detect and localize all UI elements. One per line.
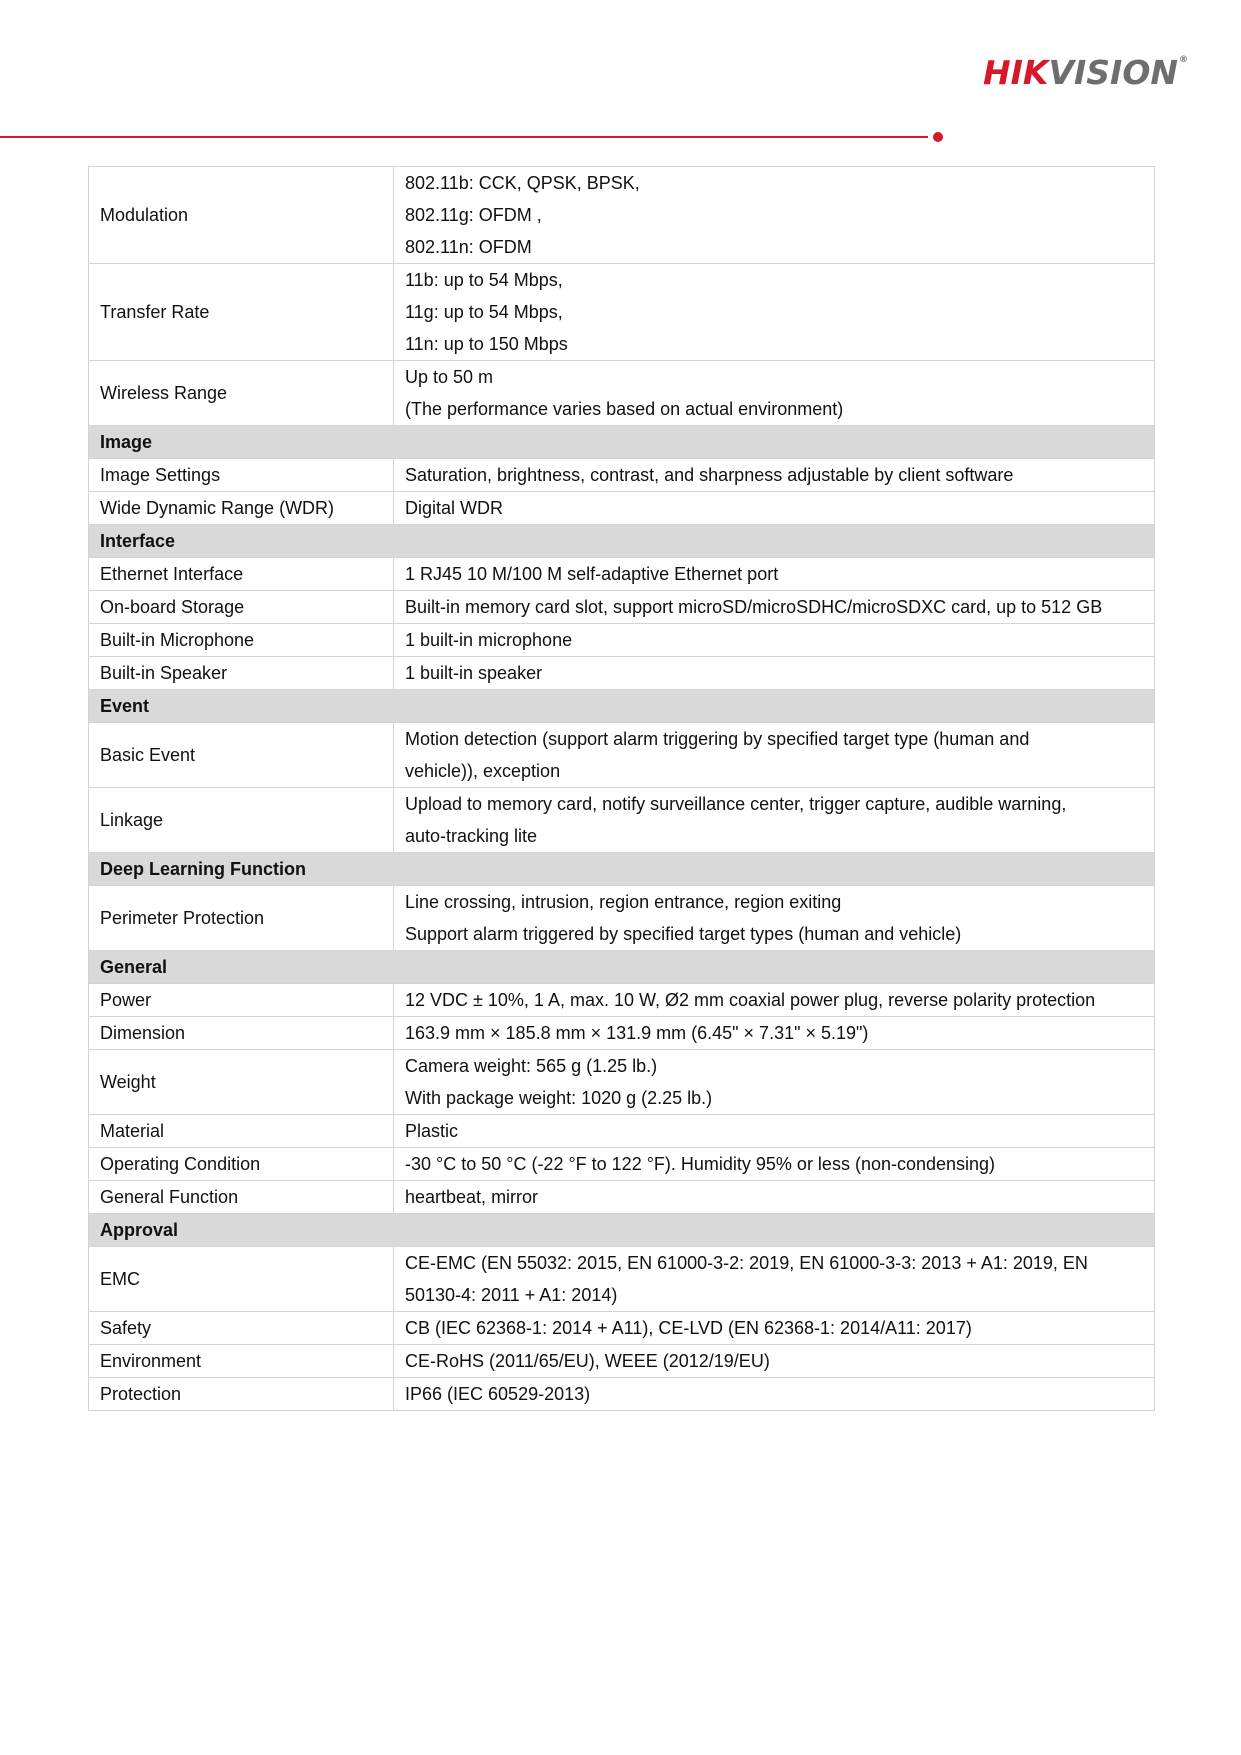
spec-label: EMC [89, 1247, 394, 1312]
spec-value [394, 459, 1155, 492]
spec-row [89, 1312, 1155, 1345]
spec-value-line: Digital WDR [405, 498, 504, 518]
spec-row [89, 591, 1155, 624]
section-header-row [89, 690, 1155, 723]
section-title: Interface [89, 525, 1155, 558]
section-header-row [89, 853, 1155, 886]
spec-label: Ethernet Interface [89, 558, 394, 591]
spec-value [394, 1378, 1155, 1411]
spec-value-line: Up to 50 m [405, 367, 494, 387]
header-rule-dot [933, 132, 943, 142]
spec-row [89, 1345, 1155, 1378]
spec-value [394, 1050, 1155, 1115]
spec-label: Modulation [89, 167, 394, 264]
section-header-row [89, 1214, 1155, 1247]
header-rule [0, 136, 928, 138]
spec-value-line: Camera weight: 565 g (1.25 lb.) [405, 1056, 658, 1076]
section-title: General [89, 951, 1155, 984]
spec-value-line: CB (IEC 62368-1: 2014 + A11), CE-LVD (EN 62368-1: 2014/A11: 2017) [405, 1318, 972, 1338]
spec-row [89, 723, 1155, 788]
spec-value-line: 1 built-in speaker [405, 663, 543, 683]
section-header-row [89, 525, 1155, 558]
spec-value-line: (The performance varies based on actual environment) [405, 399, 844, 419]
spec-value-line: vehicle)), exception [405, 761, 561, 781]
spec-value-line: CE-EMC (EN 55032: 2015, EN 61000-3-2: 2019, EN 61000-3-3: 2013 + A1: 2019, EN [405, 1253, 1088, 1273]
spec-value-line: Plastic [405, 1121, 459, 1141]
spec-label: Image Settings [89, 459, 394, 492]
spec-value-line: Motion detection (support alarm triggering by specified target type (human and [405, 729, 1030, 749]
spec-value [394, 624, 1155, 657]
spec-value-line: 163.9 mm × 185.8 mm × 131.9 mm (6.45" × 7.31" × 5.19") [405, 1023, 869, 1043]
spec-row [89, 1378, 1155, 1411]
spec-table-body [89, 167, 1155, 1411]
spec-value-line: IP66 (IEC 60529-2013) [405, 1384, 591, 1404]
spec-value-line: Upload to memory card, notify surveillance center, trigger capture, audible warning, [405, 794, 1067, 814]
spec-value [394, 1312, 1155, 1345]
spec-value-line: Saturation, brightness, contrast, and sharpness adjustable by client software [405, 465, 1014, 485]
spec-value [394, 361, 1155, 426]
spec-label: On-board Storage [89, 591, 394, 624]
spec-label: Transfer Rate [89, 264, 394, 361]
spec-value-line: 11n: up to 150 Mbps [405, 334, 568, 354]
section-title: Deep Learning Function [89, 853, 1155, 886]
spec-value [394, 558, 1155, 591]
spec-value [394, 984, 1155, 1017]
section-header-row [89, 951, 1155, 984]
section-header-row [89, 426, 1155, 459]
spec-value [394, 1345, 1155, 1378]
spec-row [89, 788, 1155, 853]
spec-value [394, 886, 1155, 951]
spec-value-line: heartbeat, mirror [405, 1187, 539, 1207]
spec-label: Built-in Microphone [89, 624, 394, 657]
spec-row [89, 984, 1155, 1017]
spec-value [394, 657, 1155, 690]
spec-row [89, 1115, 1155, 1148]
spec-value [394, 788, 1155, 853]
logo-part-vision: VISION [1048, 53, 1179, 92]
spec-value [394, 591, 1155, 624]
spec-value-line: -30 °C to 50 °C (-22 °F to 122 °F). Humidity 95% or less (non-condensing) [405, 1154, 996, 1174]
spec-value-line: 802.11g: OFDM , [405, 205, 542, 225]
spec-row [89, 1181, 1155, 1214]
spec-row [89, 361, 1155, 426]
spec-row [89, 1050, 1155, 1115]
spec-label: Weight [89, 1050, 394, 1115]
spec-value-line: CE-RoHS (2011/65/EU), WEEE (2012/19/EU) [405, 1351, 770, 1371]
spec-label: Environment [89, 1345, 394, 1378]
spec-label: Safety [89, 1312, 394, 1345]
registered-mark: ® [1179, 55, 1189, 65]
spec-value-line: 11g: up to 54 Mbps, [405, 302, 563, 322]
spec-value [394, 492, 1155, 525]
spec-value [394, 1247, 1155, 1312]
spec-label: General Function [89, 1181, 394, 1214]
spec-value [394, 1181, 1155, 1214]
spec-value-line: With package weight: 1020 g (2.25 lb.) [405, 1088, 713, 1108]
spec-value-line: Built-in memory card slot, support microSD/microSDHC/microSDXC card, up to 512 GB [405, 597, 1103, 617]
spec-row [89, 264, 1155, 361]
spec-label: Perimeter Protection [89, 886, 394, 951]
spec-value-line: 12 VDC ± 10%, 1 A, max. 10 W, Ø2 mm coaxial power plug, reverse polarity protection [405, 990, 1096, 1010]
spec-value [394, 1148, 1155, 1181]
spec-row [89, 886, 1155, 951]
spec-value [394, 723, 1155, 788]
spec-row [89, 624, 1155, 657]
spec-value-line: Support alarm triggered by specified target types (human and vehicle) [405, 924, 962, 944]
spec-value-line: 802.11n: OFDM [405, 237, 532, 257]
spec-label: Linkage [89, 788, 394, 853]
spec-value [394, 167, 1155, 264]
spec-value-line: 50130-4: 2011 + A1: 2014) [405, 1285, 618, 1305]
spec-table [88, 166, 1155, 1411]
spec-row [89, 492, 1155, 525]
spec-label: Dimension [89, 1017, 394, 1050]
logo-part-hik: HIK [983, 53, 1049, 92]
spec-label: Operating Condition [89, 1148, 394, 1181]
spec-value-line: 11b: up to 54 Mbps, [405, 270, 563, 290]
spec-value-line: auto-tracking lite [405, 826, 538, 846]
spec-row [89, 558, 1155, 591]
spec-row [89, 1017, 1155, 1050]
spec-value-line: 802.11b: CCK, QPSK, BPSK, [405, 173, 640, 193]
spec-row [89, 459, 1155, 492]
spec-value-line: 1 RJ45 10 M/100 M self-adaptive Ethernet port [405, 564, 779, 584]
spec-value [394, 264, 1155, 361]
spec-label: Basic Event [89, 723, 394, 788]
spec-label: Built-in Speaker [89, 657, 394, 690]
spec-label: Material [89, 1115, 394, 1148]
spec-value-line: Line crossing, intrusion, region entrance, region exiting [405, 892, 842, 912]
spec-label: Wide Dynamic Range (WDR) [89, 492, 394, 525]
hikvision-logo [983, 53, 1189, 92]
spec-label: Wireless Range [89, 361, 394, 426]
spec-label: Power [89, 984, 394, 1017]
spec-label: Protection [89, 1378, 394, 1411]
section-title: Event [89, 690, 1155, 723]
spec-value-line: 1 built-in microphone [405, 630, 573, 650]
spec-value [394, 1115, 1155, 1148]
spec-value [394, 1017, 1155, 1050]
spec-row [89, 1148, 1155, 1181]
section-title: Approval [89, 1214, 1155, 1247]
section-title: Image [89, 426, 1155, 459]
spec-row [89, 167, 1155, 264]
spec-row [89, 657, 1155, 690]
spec-row [89, 1247, 1155, 1312]
